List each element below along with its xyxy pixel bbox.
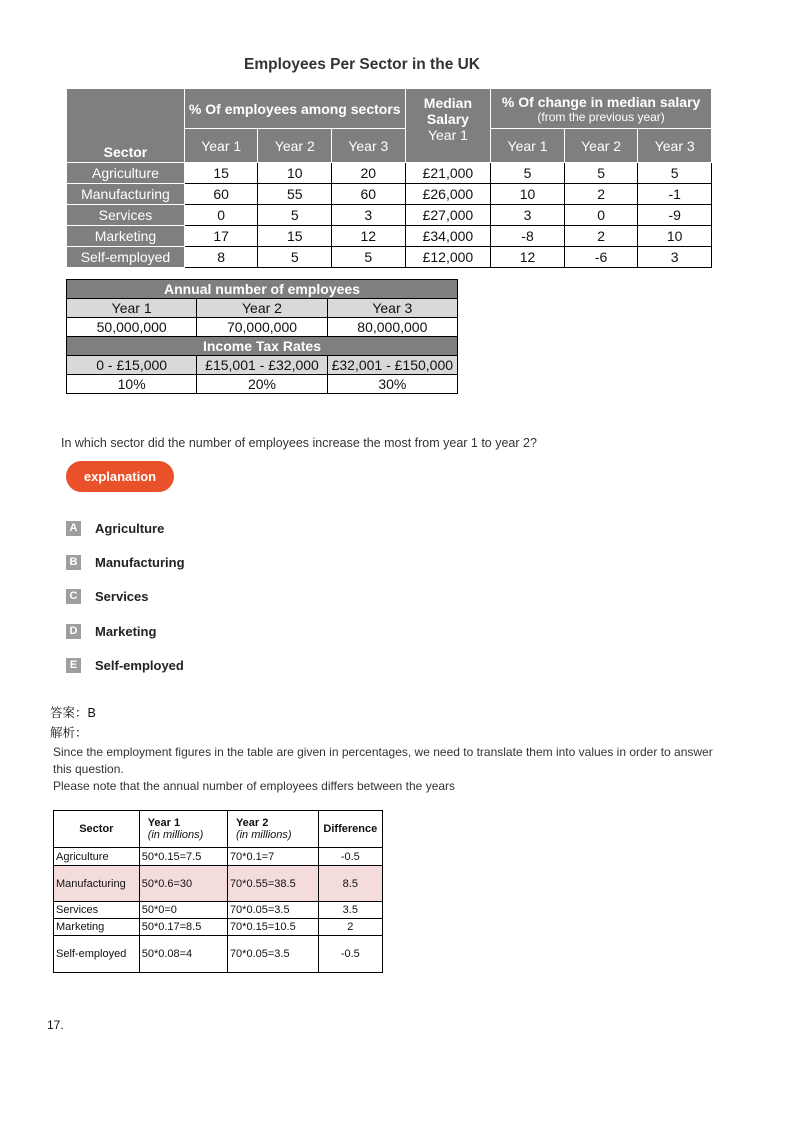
option-c[interactable] [66,587,149,605]
pct-cell: 0 [184,205,258,226]
pct-cell: 12 [332,226,406,247]
pct-cell: 60 [184,184,258,205]
tax-title: Income Tax Rates [67,337,458,356]
table-row [67,247,712,268]
explanation-line-3: Please note that the annual number of employees differs between the years [53,779,456,793]
change-cell: -6 [564,247,638,268]
option-a[interactable] [66,519,164,537]
tax-rate: 20% [197,375,327,394]
pct-cell: 5 [258,247,332,268]
table-row [54,848,383,866]
annual-value: 50,000,000 [67,318,197,337]
calc-difference: 8.5 [318,866,382,902]
change-cell: 5 [491,163,565,184]
calc-year2: 70*0.15=10.5 [227,919,318,936]
calc-year2: 70*0.1=7 [227,848,318,866]
pct-cell: 8 [184,247,258,268]
question-text: In which sector did the number of employees increase the most from year 1 to year 2? [61,436,537,450]
option-label: Agriculture [95,520,165,536]
change-cell: 5 [564,163,638,184]
change-cell: 3 [491,205,565,226]
change-cell: 10 [491,184,565,205]
salary-cell: £26,000 [405,184,491,205]
calc-year1: 50*0.15=7.5 [139,848,227,866]
answer-line: 答案：B [50,706,96,720]
pct-year2-header: Year 2 [258,129,332,163]
option-letter: E [66,658,81,673]
row-sector: Marketing [67,226,185,247]
pct-employees-header: % Of employees among sectors [184,89,405,129]
pct-cell: 5 [258,205,332,226]
change-cell: -9 [638,205,712,226]
option-label: Marketing [95,623,157,639]
change-cell: 5 [638,163,712,184]
row-sector: Self-employed [67,247,185,268]
pct-cell: 17 [184,226,258,247]
calc-sector: Manufacturing [54,866,140,902]
table-row [54,919,383,936]
page-number: 17. [47,1018,64,1032]
option-letter: A [66,521,81,536]
calc-year2-unit: (in millions) [235,829,292,841]
calc-year1: 50*0=0 [139,902,227,919]
sector-header: Sector [67,89,185,163]
option-label: Services [95,588,149,604]
change-year1-header: Year 1 [491,129,565,163]
option-letter: B [66,555,81,570]
analysis-label: 解析： [50,726,88,740]
salary-cell: £34,000 [405,226,491,247]
calc-sector: Agriculture [54,848,140,866]
pct-cell: 15 [258,226,332,247]
tax-rate: 30% [327,375,457,394]
explanation-line-2: this question. [53,762,124,776]
tax-bracket: £32,001 - £150,000 [327,356,457,375]
calc-difference: 2 [318,919,382,936]
pct-cell: 60 [332,184,406,205]
calc-sector-header: Sector [54,811,140,848]
change-year3-header: Year 3 [638,129,712,163]
calc-year2: 70*0.05=3.5 [227,936,318,973]
calc-year2: 70*0.05=3.5 [227,902,318,919]
change-cell: 12 [491,247,565,268]
calc-year2-header [227,811,318,848]
change-cell: 0 [564,205,638,226]
pct-cell: 15 [184,163,258,184]
annual-value: 70,000,000 [197,318,327,337]
calculation-table [53,810,383,973]
calc-year1: 50*0.17=8.5 [139,919,227,936]
calc-difference: 3.5 [318,902,382,919]
calc-sector: Services [54,902,140,919]
calc-year2-label: Year 2 [235,817,269,829]
change-year2-header: Year 2 [564,129,638,163]
salary-cell: £27,000 [405,205,491,226]
table-row [67,226,712,247]
annual-year-header: Year 3 [327,299,457,318]
row-sector: Manufacturing [67,184,185,205]
sector-table [66,88,712,268]
option-letter: D [66,624,81,639]
annual-year-header: Year 1 [67,299,197,318]
explanation-button[interactable]: explanation [66,461,174,492]
change-cell: -1 [638,184,712,205]
tax-bracket: 0 - £15,000 [67,356,197,375]
calc-year1-unit: (in millions) [147,829,204,841]
annual-title: Annual number of employees [67,280,458,299]
option-label: Self-employed [95,657,184,673]
tax-rate: 10% [67,375,197,394]
table-row [54,902,383,919]
pct-cell: 55 [258,184,332,205]
calc-difference-header: Difference [318,811,382,848]
annual-value: 80,000,000 [327,318,457,337]
calc-year2: 70*0.55=38.5 [227,866,318,902]
option-label: Manufacturing [95,554,185,570]
document-title: Employees Per Sector in the UK [243,56,481,73]
median-salary-header [405,89,491,163]
table-row [54,936,383,973]
table-row [67,205,712,226]
option-b[interactable] [66,553,185,571]
row-sector: Services [67,205,185,226]
table-row [67,163,712,184]
pct-year3-header: Year 3 [332,129,406,163]
option-d[interactable] [66,622,156,640]
table-row [54,866,383,902]
change-cell: 3 [638,247,712,268]
pct-cell: 3 [332,205,406,226]
pct-change-header [491,89,712,129]
pct-year1-header: Year 1 [184,129,258,163]
option-e[interactable] [66,656,184,674]
explanation-line-1: Since the employment figures in the table are given in percentages, we need to translate them into values in order to answer [53,745,713,759]
median-year-label: Year 1 [427,127,468,143]
calc-year1-label: Year 1 [147,817,181,829]
annual-employees-table [66,279,458,394]
calc-year1: 50*0.08=4 [139,936,227,973]
calc-sector: Marketing [54,919,140,936]
change-cell: 2 [564,184,638,205]
calc-difference: -0.5 [318,848,382,866]
calc-sector: Self-employed [54,936,140,973]
pct-cell: 10 [258,163,332,184]
change-cell: -8 [491,226,565,247]
row-sector: Agriculture [67,163,185,184]
salary-cell: £12,000 [405,247,491,268]
pct-change-label: % Of change in median salary [501,93,701,110]
median-label: Median [423,95,473,111]
tax-bracket: £15,001 - £32,000 [197,356,327,375]
pct-change-sub-label: (from the previous year) [537,109,665,124]
change-cell: 2 [564,226,638,247]
calc-year1-header [139,811,227,848]
salary-label: Salary [426,111,469,127]
pct-cell: 20 [332,163,406,184]
pct-cell: 5 [332,247,406,268]
change-cell: 10 [638,226,712,247]
calc-year1: 50*0.6=30 [139,866,227,902]
option-letter: C [66,589,81,604]
salary-cell: £21,000 [405,163,491,184]
annual-year-header: Year 2 [197,299,327,318]
calc-difference: -0.5 [318,936,382,973]
table-row [67,184,712,205]
